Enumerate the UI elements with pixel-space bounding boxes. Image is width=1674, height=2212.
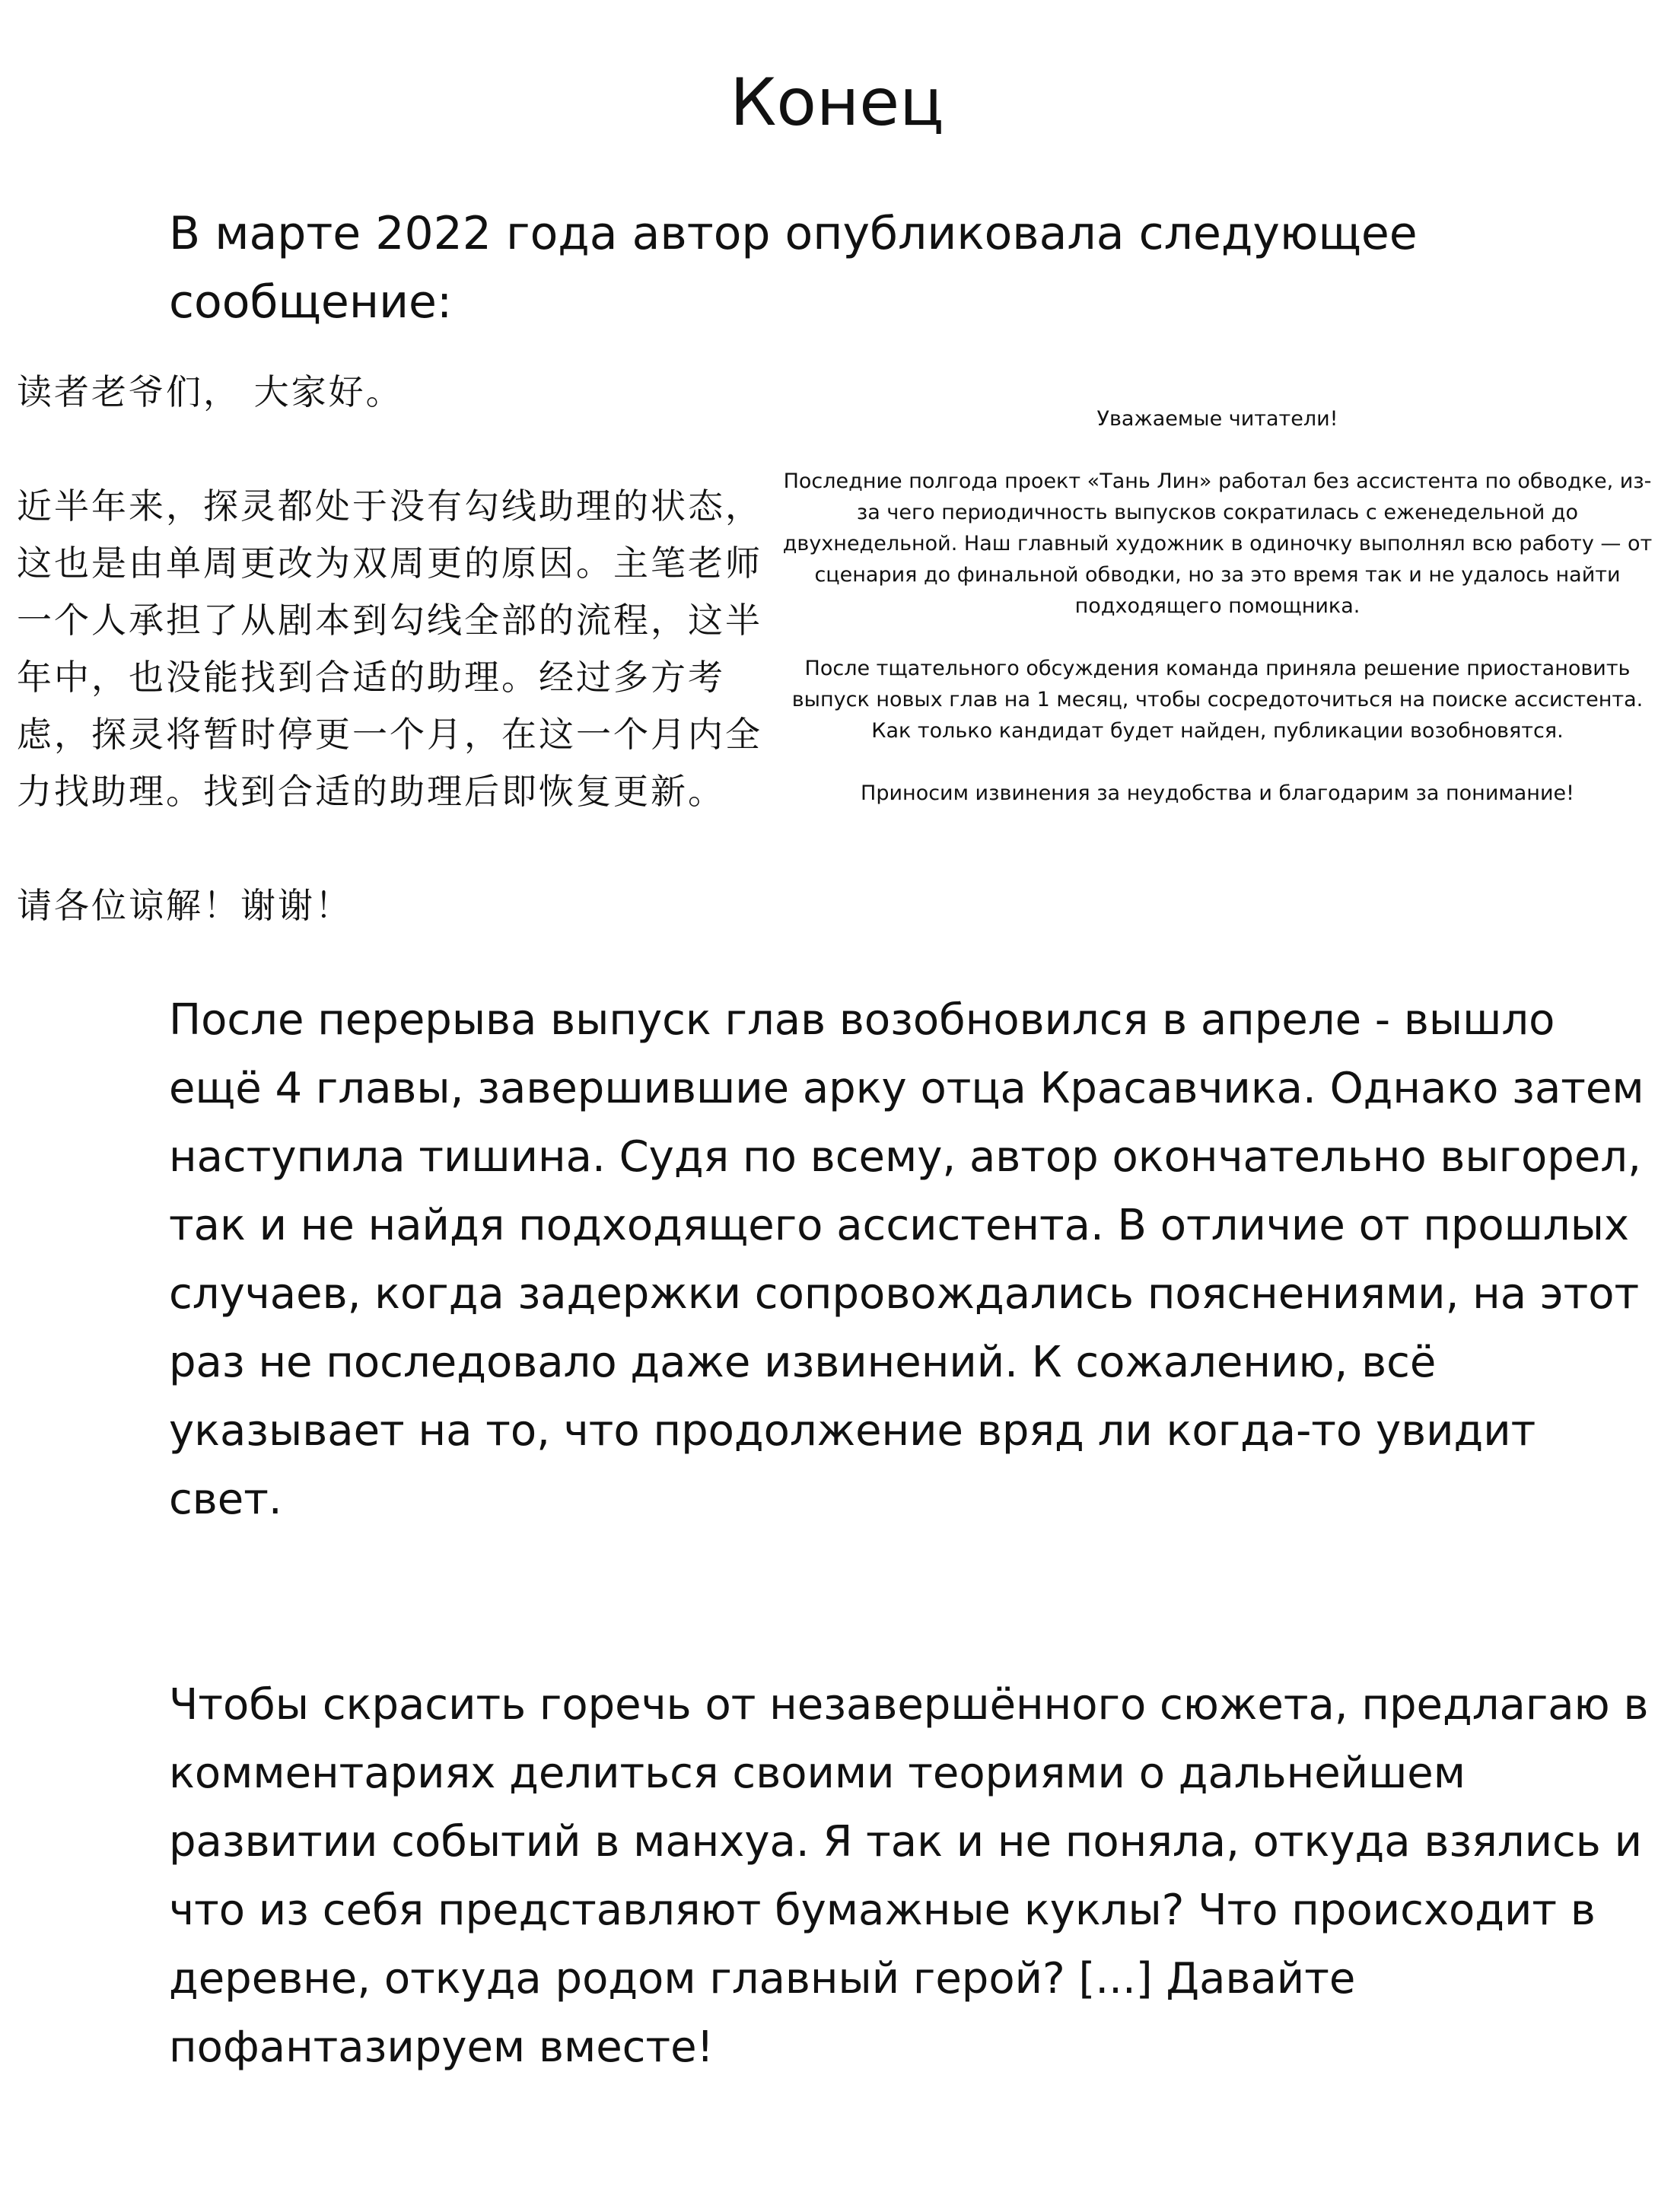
intro-text: В марте 2022 года автор опубликовала следующее сообщение: bbox=[169, 207, 1418, 329]
russian-closing: Приносим извинения за неудобства и благодарим за понимание! bbox=[861, 781, 1574, 805]
chinese-notice bbox=[17, 364, 778, 934]
afterword-paragraph-1: После перерыва выпуск глав возобновился в апреле - вышло ещё 4 главы, завершившие арку отца Красавчика. Однако затем наступила тишина. Судя по всему, автор окончательно выгорел, так и не найдя подходящего ассистента. В отличие от прошлых случаев, когда задержки сопровождались пояснениями, на этот раз не последовало даже извинений. К сожалению, всё указывает на то, что продолжение вряд ли когда-то увидит свет. bbox=[169, 995, 1644, 1524]
russian-paragraph-1: Последние полгода проект «Тань Лин» работал без ассистента по обводке, из-за чего периодичность выпусков сократилась с еженедельной до двухнедельной. Наш главный художник в одиночку выполнял всю работу — от сценария до финальной обводки, но за это время так и не удалось найти подходящего помощника. bbox=[782, 469, 1653, 618]
page-title: Конец bbox=[730, 65, 944, 141]
russian-greeting: Уважаемые читатели! bbox=[1096, 407, 1338, 431]
russian-translation bbox=[776, 403, 1659, 809]
afterword-paragraph-2: Чтобы скрасить горечь от незавершённого сюжета, предлагаю в комментариях делиться своими теориями о дальнейшем развитии событий в манхуа. Я так и не поняла, откуда взялись и что из себя представляют бумажные куклы? Что происходит в деревне, откуда родом главный герой? [...] Давайте пофантазируем вместе! bbox=[169, 1680, 1649, 2072]
russian-paragraph-2: После тщательного обсуждения команда приняла решение приостановить выпуск новых глав на 1 месяц, чтобы сосредоточиться на поиске ассистента. Как только кандидат будет найден, публикации возобновятся. bbox=[791, 657, 1644, 743]
chinese-closing: 请各位谅解！谢谢！ bbox=[17, 885, 352, 926]
chinese-greeting: 读者老爷们， 大家好。 bbox=[17, 371, 403, 412]
chinese-body: 近半年来，探灵都处于没有勾线助理的状态，这也是由单周更改为双周更的原因。主笔老师一个人承担了从剧本到勾线全部的流程，这半年中，也没能找到合适的助理。经过多方考虑，探灵将暂时停更一个月，在这一个月内全力找助理。找到合适的助理后即恢复更新。 bbox=[17, 485, 762, 812]
